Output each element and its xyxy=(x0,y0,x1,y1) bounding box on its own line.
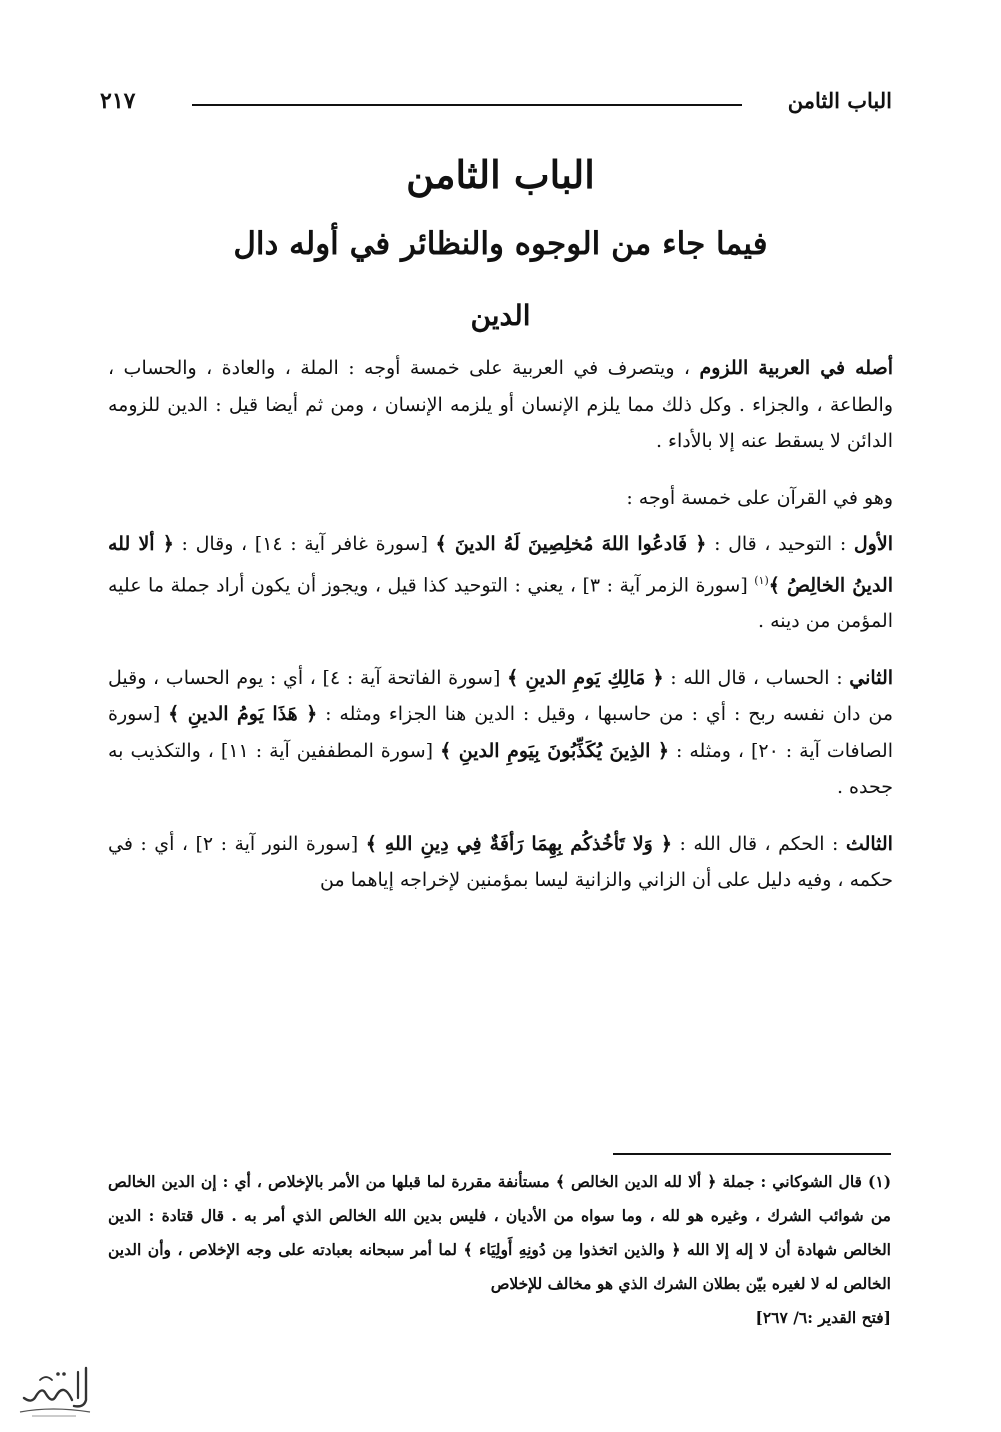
item-text: : الحساب ، قال الله : xyxy=(670,666,843,689)
item-first xyxy=(108,526,893,640)
footnote-text: (١) قال الشوكاني : جملة xyxy=(722,1172,892,1191)
footnote-body xyxy=(108,1165,891,1301)
footnote-text: لما أمر سبحانه بعبادته على وجه الإخلاص ، وأن الدين الخالص له لا لغيره بيّن بطلان الشرك الذي هو مخالف للإخلاص xyxy=(108,1240,891,1293)
running-header xyxy=(100,88,892,122)
quran-verse: ﴿ الذِينَ يُكَذِّبُونَ بِيَومِ الدينِ ﴾ xyxy=(440,739,670,762)
chapter-subtitle: فيما جاء من الوجوه والنظائر في أوله دال xyxy=(233,226,768,262)
running-chapter-title: الباب الثامن xyxy=(787,88,892,113)
quran-verse: ﴿ وَلا تَأخُذكُم بِهِمَا رَأفَةٌ فِي دِينِ اللهِ ﴾ xyxy=(365,832,673,855)
quran-verse: ﴿ هَذَا يَومُ الدينِ ﴾ xyxy=(168,703,318,726)
header-rule xyxy=(192,104,742,106)
section-heading: الدين xyxy=(470,299,531,332)
item-lead: الثاني xyxy=(849,666,894,689)
page-number: ٢١٧ xyxy=(100,88,136,114)
footnote-text: مستأنفة مقررة لما قبلها من الأمر بالإخلاص ، أي : إن الدين الخالص من شوائب الشرك ، وغيره هو لله ، وما سواه من الأديان ، فليس بدين الله الخالص الذي أمر به . قال قتادة : الدين الخالص شهادة أن لا إله إلا الله xyxy=(108,1172,891,1259)
item-second xyxy=(108,660,893,806)
footnote xyxy=(108,1165,891,1335)
quran-verse: ﴿ والذين اتخذوا مِن دُونِهِ أَولِيَاء ﴾ xyxy=(463,1240,681,1259)
footnote-separator xyxy=(613,1153,891,1155)
item-text: [سورة الزمر آية : ٣] ، يعني : التوحيد كذا قيل ، ويجوز أن يكون أراد جملة ما عليه المؤمن من دينه . xyxy=(108,573,893,633)
item-third xyxy=(108,826,893,899)
chapter-title: الباب الثامن xyxy=(406,152,595,197)
item-text: : التوحيد ، قال : xyxy=(714,533,847,555)
quran-verse: ﴿ ألا لله الدين الخالص ﴾ xyxy=(555,1172,717,1191)
main-text xyxy=(108,350,893,919)
intro-lead: أصله في العربية اللزوم xyxy=(699,357,893,379)
item-text: [سورة الفاتحة آية : ٤] ، أي : يوم الحساب ، وقيل من دان نفسه ربح : أي : من حاسبها ، وقيل : الدين هنا الجزاء ومثله : xyxy=(108,666,893,726)
intro-text: ، ويتصرف في العربية على خمسة أوجه : الملة ، والعادة ، والحساب ، والطاعة ، والجزاء . وكل ذلك مما يلزم الإنسان أو يلزمه الإنسان ، ومن ثم أيضا قيل : الدين للزومه الدائن لا يسقط عنه إلا بالأداء . xyxy=(108,357,893,452)
footnote-reference[interactable]: (١) xyxy=(754,573,769,587)
item-text: [سورة غافر آية : ١٤] ، وقال : xyxy=(181,533,428,555)
quran-verse: ﴿ ألا لله الدينُ الخالِصُ ﴾ xyxy=(108,533,894,596)
footnote-citation: [فتح القدير :٦/ ٢٦٧] xyxy=(755,1308,891,1327)
forms-intro: وهو في القرآن على خمسة أوجه : xyxy=(626,486,893,509)
library-stamp-logo xyxy=(12,1360,96,1420)
item-text: [سورة النور آية : ٢] ، أي : في حكمه ، وفيه دليل على أن الزاني والزانية ليسا بمؤمنين لإخراجه إياهما من xyxy=(108,832,893,892)
intro-paragraph xyxy=(108,350,893,460)
quran-verse: ﴿ فَادعُوا اللهَ مُخلِصِينَ لَهُ الدينَ ﴾ xyxy=(435,533,707,555)
quran-verse: ﴿ مَالِكِ يَومِ الدينِ ﴾ xyxy=(507,666,664,689)
item-lead: الأول xyxy=(853,533,893,555)
item-lead: الثالث xyxy=(845,832,893,855)
item-text: [سورة الصافات آية : ٢٠] ، ومثله : xyxy=(108,703,893,762)
item-text: : الحكم ، قال الله : xyxy=(679,832,839,855)
item-text: [سورة المطففين آية : ١١] ، والتكذيب به جحده . xyxy=(108,739,893,799)
